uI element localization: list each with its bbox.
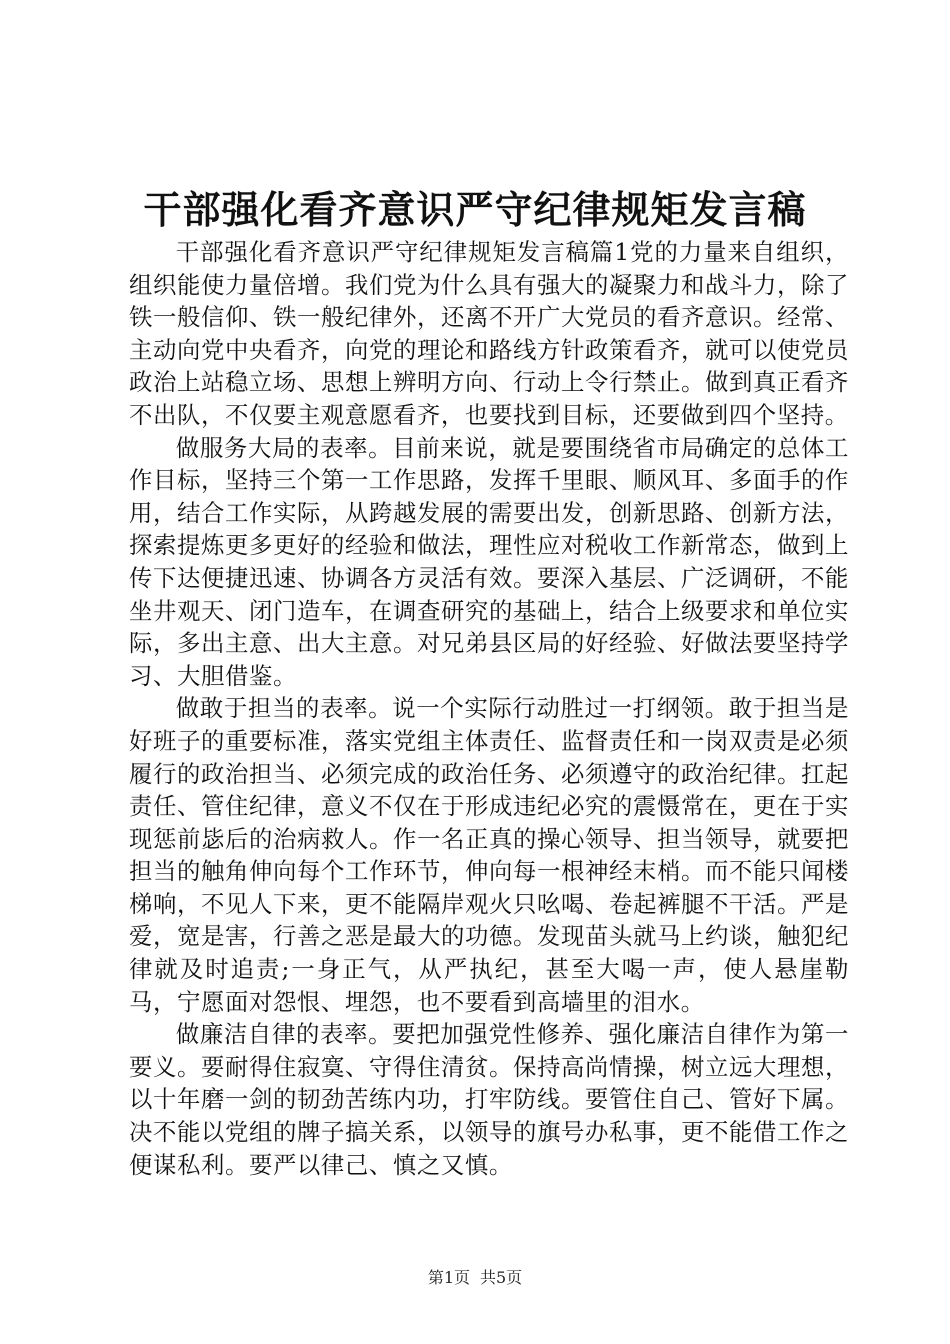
paragraph: 做敢于担当的表率。说一个实际行动胜过一打纲领。敢于担当是好班子的重要标准，落实党组主体责任、监督责任和一岗双责是必须履行的政治担当、必须完成的政治任务、必须遵守的政治纪律。扛起责任、管住纪律，意义不仅在于形成违纪必究的震慑常在，更在于实现惩前毖后的治病救人。作一名正真的操心领导、担当领导，就要把担当的触角伸向每个工作环节，伸向每一根神经末梢。而不能只闻楼梯响，不见人下来，更不能隔岸观火只吆喝、卷起裤腿不干活。严是爱，宽是害，行善之恶是最大的功德。发现苗头就马上约谈，触犯纪律就及时追责;一身正气，从严执纪，甚至大喝一声，使人悬崖勒马，宁愿面对怨恨、埋怨，也不要看到高墙里的泪水。 [129, 694, 849, 1016]
document-body [129, 236, 849, 1181]
document-title: 干部强化看齐意识严守纪律规矩发言稿 [143, 187, 807, 232]
paragraph: 做廉洁自律的表率。要把加强党性修养、强化廉洁自律作为第一要义。要耐得住寂寞、守得住清贫。保持高尚情操，树立远大理想，以十年磨一剑的韧劲苦练内功，打牢防线。要管住自己、管好下属。决不能以党组的牌子搞关系，以领导的旗号办私事，更不能借工作之便谋私利。要严以律己、慎之又慎。 [129, 1020, 849, 1179]
page-footer [0, 1268, 950, 1288]
paragraph: 干部强化看齐意识严守纪律规矩发言稿篇1党的力量来自组织，组织能使力量倍增。我们党为什么具有强大的凝聚力和战斗力，除了铁一般信仰、铁一般纪律外，还离不开广大党员的看齐意识。经常、主动向党中央看齐，向党的理论和路线方针政策看齐，就可以使党员政治上站稳立场、思想上辨明方向、行动上令行禁止。做到真正看齐不出队，不仅要主观意愿看齐，也要找到目标，还要做到四个坚持。 [129, 238, 849, 429]
paragraph: 做服务大局的表率。目前来说，就是要围绕省市局确定的总体工作目标，坚持三个第一工作思路，发挥千里眼、顺风耳、多面手的作用，结合工作实际，从跨越发展的需要出发，创新思路、创新方法，探索提炼更多更好的经验和做法，理性应对税收工作新常态，做到上传下达便捷迅速、协调各方灵活有效。要深入基层、广泛调研，不能坐井观天、闭门造车，在调查研究的基础上，结合上级要求和单位实际，多出主意、出大主意。对兄弟县区局的好经验、好做法要坚持学习、大胆借鉴。 [129, 433, 849, 690]
page-total: 共5页 [480, 1268, 523, 1287]
page-number: 第1页 [427, 1268, 470, 1287]
